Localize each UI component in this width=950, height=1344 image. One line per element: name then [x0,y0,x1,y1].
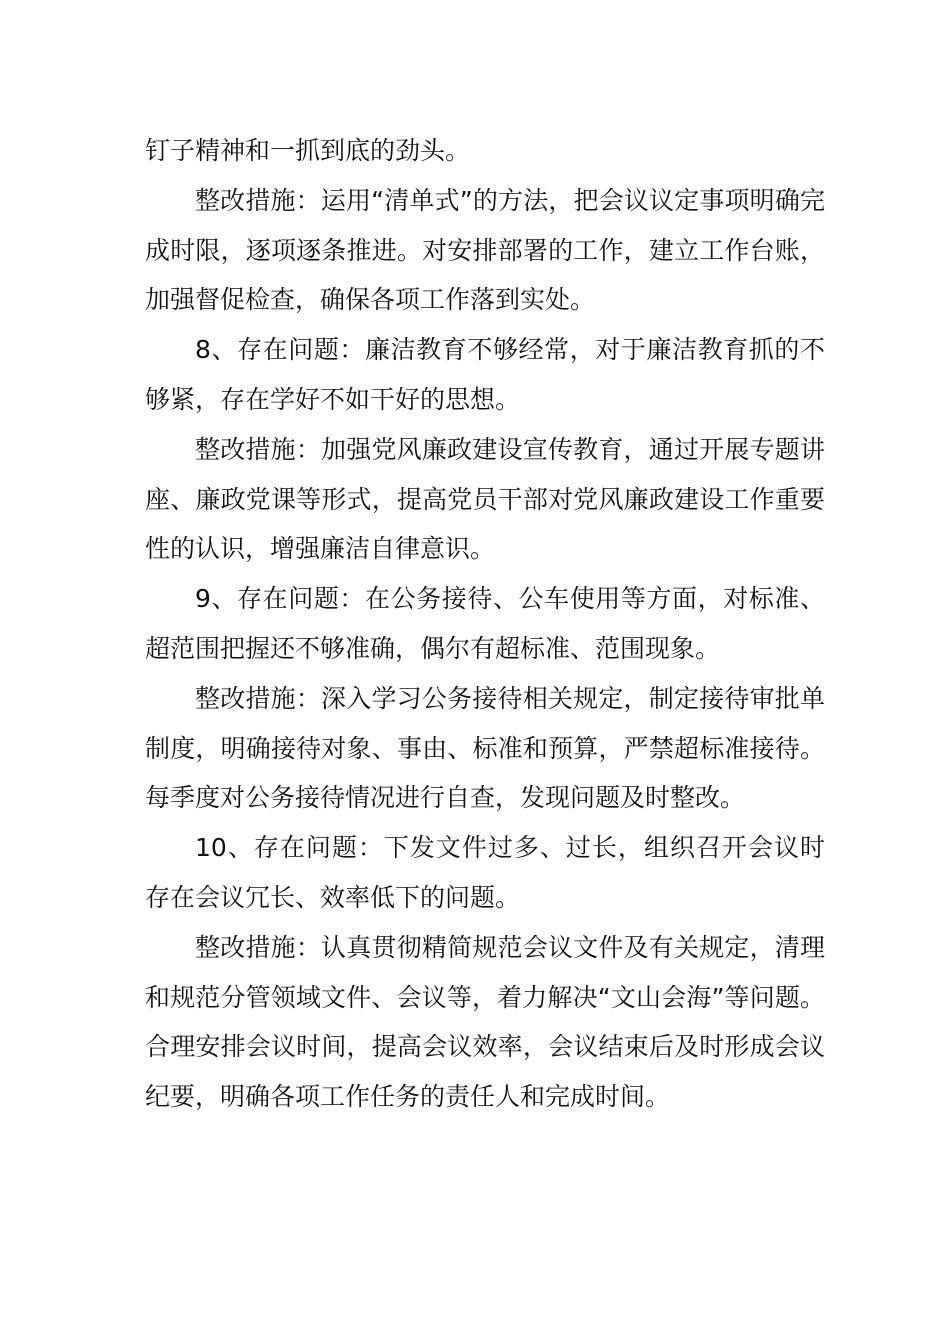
paragraph-problem-10: 10、存在问题：下发文件过多、过长，组织召开会议时存在会议冗长、效率低下的问题。 [145,833,825,912]
paragraph-measure-8: 整改措施：加强党风廉政建设宣传教育，通过开展专题讲座、廉政党课等形式，提高党员干部对党风廉政建设工作重要性的认识，增强廉洁自律意识。 [145,434,825,564]
paragraph-problem-9: 9、存在问题：在公务接待、公车使用等方面，对标准、超范围把握还不够准确，偶尔有超标准、范围现象。 [145,584,825,663]
paragraph-measure-7: 整改措施：运用“清单式”的方法，把会议议定事项明确完成时限，逐项逐条推进。对安排部署的工作，建立工作台账，加强督促检查，确保各项工作落到实处。 [145,185,825,315]
document-body [145,126,825,1122]
paragraph-measure-10: 整改措施：认真贯彻精简规范会议文件及有关规定，清理和规范分管领域文件、会议等，着力解决“文山会海”等问题。合理安排会议时间，提高会议效率，会议结束后及时形成会议纪要，明确各项工作任务的责任人和完成时间。 [145,932,825,1112]
paragraph-measure-9: 整改措施：深入学习公务接待相关规定，制定接待审批单制度，明确接待对象、事由、标准和预算，严禁超标准接待。每季度对公务接待情况进行自查，发现问题及时整改。 [145,683,825,813]
paragraph-problem-8: 8、存在问题：廉洁教育不够经常，对于廉洁教育抓的不够紧，存在学好不如干好的思想。 [145,335,825,414]
paragraph-continuation: 钉子精神和一抓到底的劲头。 [145,136,471,165]
